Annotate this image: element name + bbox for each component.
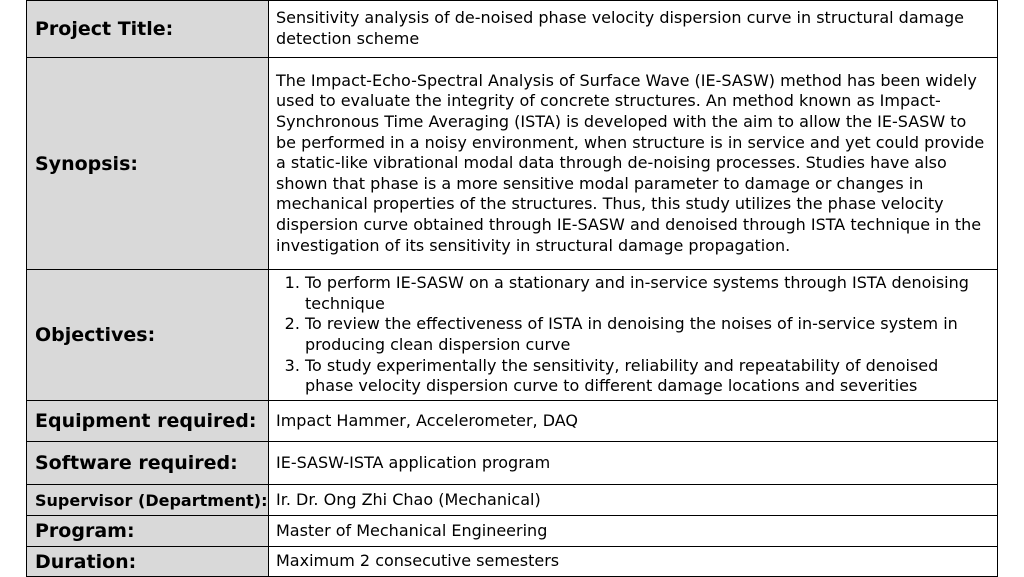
- objective-item: 3. To study experimentally the sensitivity, reliability and repeatability of denoised phase velocity dispersion curve to different damage locations and severities: [305, 356, 991, 397]
- duration-value: Maximum 2 consecutive semesters: [269, 547, 998, 577]
- project-title-value: Sensitivity analysis of de-noised phase velocity dispersion curve in structural damage detection scheme: [269, 1, 998, 58]
- objective-item: 2. To review the effectiveness of ISTA in denoising the noises of in-service system in producing clean dispersion curve: [305, 314, 991, 355]
- equipment-value: Impact Hammer, Accelerometer, DAQ: [269, 401, 998, 442]
- software-label: Software required:: [27, 442, 269, 485]
- objectives-list: [276, 273, 991, 397]
- supervisor-label: Supervisor (Department):: [27, 485, 269, 516]
- duration-label: Duration:: [27, 547, 269, 577]
- duration-row: [27, 547, 998, 577]
- supervisor-value: Ir. Dr. Ong Zhi Chao (Mechanical): [269, 485, 998, 516]
- objectives-value: [269, 270, 998, 401]
- project-info-table: [26, 0, 998, 577]
- synopsis-row: [27, 58, 998, 270]
- equipment-row: [27, 401, 998, 442]
- synopsis-value: The Impact-Echo-Spectral Analysis of Surface Wave (IE-SASW) method has been widely used to evaluate the integrity of concrete structures. An method known as Impact-Synchronous Time Averaging (ISTA) is developed with the aim to allow the IE-SASW to be performed in a noisy environment, when structure is in service and yet could provide a static-like vibrational modal data through de-noising processes. Studies have also shown that phase is a more sensitive modal parameter to damage or changes in mechanical properties of the structures. Thus, this study utilizes the phase velocity dispersion curve obtained through IE-SASW and denoised through ISTA technique in the investigation of its sensitivity in structural damage propagation.: [269, 58, 998, 270]
- objectives-label: Objectives:: [27, 270, 269, 401]
- objective-item: 1. To perform IE-SASW on a stationary and in-service systems through ISTA denoising technique: [305, 273, 991, 314]
- synopsis-label: Synopsis:: [27, 58, 269, 270]
- software-value: IE-SASW-ISTA application program: [269, 442, 998, 485]
- software-row: [27, 442, 998, 485]
- objectives-row: [27, 270, 998, 401]
- supervisor-row: [27, 485, 998, 516]
- project-title-label: Project Title:: [27, 1, 269, 58]
- project-title-row: [27, 1, 998, 58]
- program-row: [27, 516, 998, 547]
- program-label: Program:: [27, 516, 269, 547]
- program-value: Master of Mechanical Engineering: [269, 516, 998, 547]
- equipment-label: Equipment required:: [27, 401, 269, 442]
